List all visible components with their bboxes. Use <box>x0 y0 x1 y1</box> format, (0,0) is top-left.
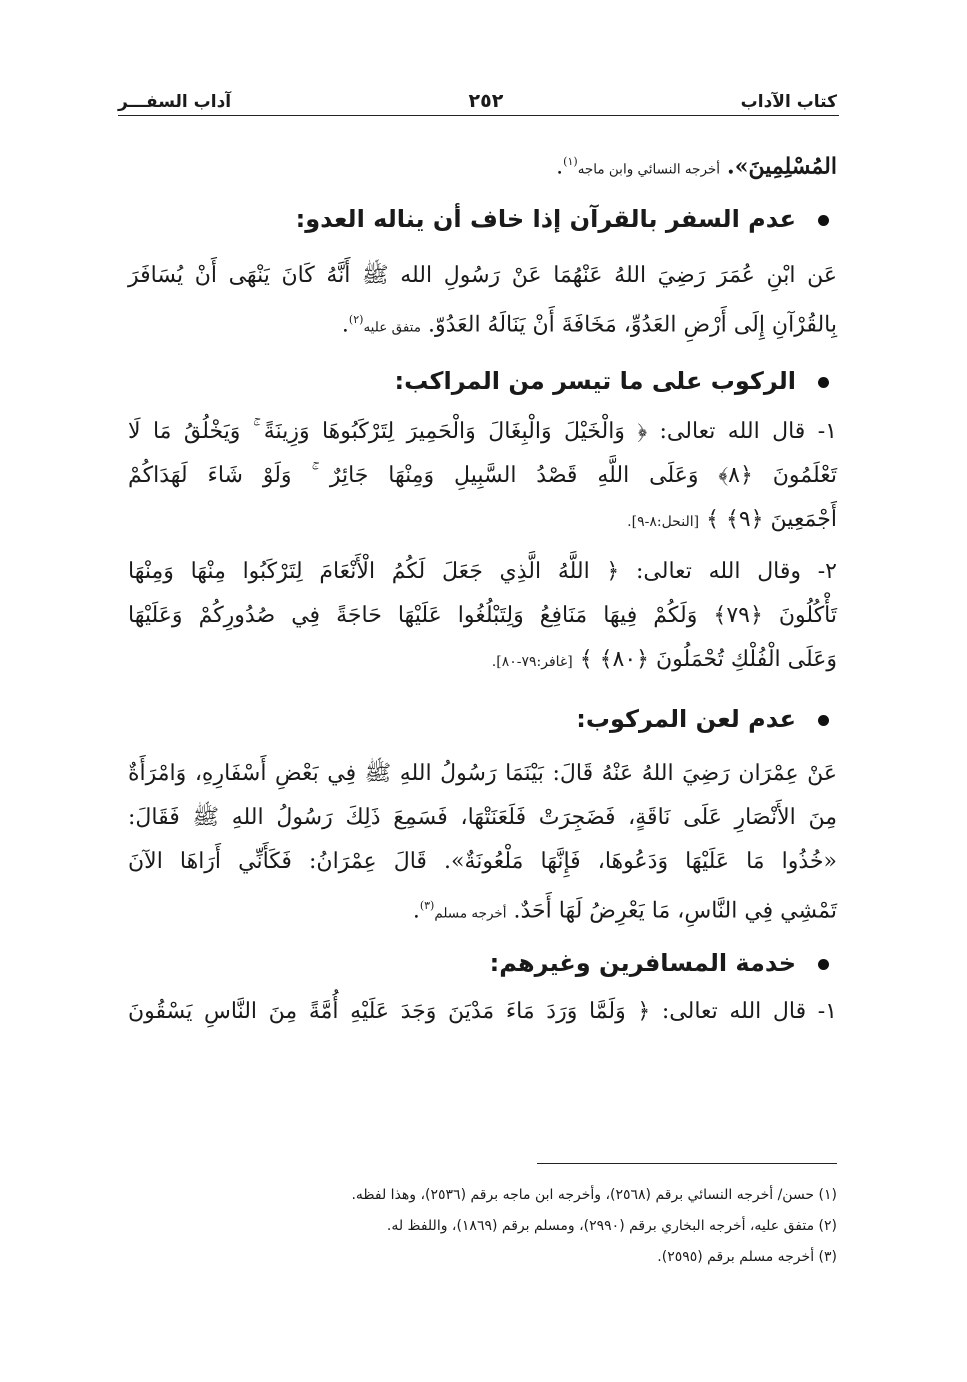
section-heading: خدمة المسافرين وغيرهم: <box>128 938 837 988</box>
main-text <box>128 140 837 1034</box>
page-number: ٢٥٢ <box>468 90 504 112</box>
text-line: مِنَ الأَنْصَارِ عَلَى نَاقَةٍ، فَضَجِرَتْ فَلَعَنَتْهَا، فَسَمِعَ ذَلِكَ رَسُولُ اللهِ ﷺ فَقَالَ: <box>128 805 837 830</box>
footnote: (٣) أخرجه مسلم برقم (٢٥٩٥). <box>657 1249 837 1265</box>
footnote-marker: (١) <box>563 155 578 168</box>
verse-text: وَعَلَى الْفُلْكِ تُحْمَلُونَ ﴿٨٠﴾ ﴾ <box>579 647 837 672</box>
verse-text: أَجْمَعِينَ ﴿٩﴾ ﴾ <box>706 507 837 532</box>
page-header <box>118 82 837 112</box>
section-heading: عدم السفر بالقرآن إذا خاف أن يناله العدو: <box>128 194 837 244</box>
footnotes <box>128 1180 837 1273</box>
text-line: بِالقُرْآنِ إِلَى أَرْضِ العَدُوِّ، مَخَافَةَ أَنْ يَنَالَهُ العَدُوّ. متفق عليه$^{(٢)}$. <box>341 312 837 338</box>
footnote-divider <box>537 1163 837 1164</box>
footnote-marker: (٣) <box>419 899 435 912</box>
footnote-marker: (٢) <box>348 313 364 326</box>
chapter-title: آداب السفـــر <box>118 92 232 112</box>
header-divider <box>118 115 839 116</box>
verse-reference: [النحل:٨-٩]. <box>627 514 700 530</box>
verse-line: ٢- وقال الله تعالى: ﴿ اللَّهُ الَّذِي جَعَلَ لَكُمُ الْأَنْعَامَ لِتَرْكَبُوا مِنْهَا وَمِنْهَا <box>128 559 837 584</box>
bullet-icon <box>818 959 829 970</box>
verse-line: تَعْلَمُونَ ﴿٨﴾ وَعَلَى اللَّهِ قَصْدُ السَّبِيلِ وَمِنْهَا جَائِرٌ ۚ وَلَوْ شَاءَ لَهَدَاكُمْ <box>128 463 837 488</box>
hadith-source: أخرجه النسائي وابن ماجه <box>577 161 721 178</box>
verse-reference: [غافر:٧٩-٨٠]. <box>491 654 573 670</box>
section-heading: الركوب على ما تيسر من المراكب: <box>128 356 837 406</box>
verse-line <box>128 498 837 542</box>
quote-ending: المُسْلِمِينَ». <box>727 153 837 180</box>
verse-line: تَأْكُلُونَ ﴿٧٩﴾ وَلَكُمْ فِيهَا مَنَافِعُ وَلِتَبْلُغُوا عَلَيْهَا حَاجَةً فِي صُدُورِكُمْ وَعَلَيْهَا <box>128 603 837 628</box>
footnote: (٢) متفق عليه، أخرجه البخاري برقم (٢٩٩٠)، ومسلم برقم (١٨٦٩)، واللفظ له. <box>386 1218 837 1234</box>
text-line: تَمْشِي فِي النَّاسِ، مَا يَعْرِضُ لَهَا أَحَدٌ. أخرجه مسلم$^{(٣)}$. <box>412 898 837 924</box>
bullet-icon <box>818 715 829 726</box>
hadith-source: أخرجه مسلم <box>434 905 507 922</box>
text-line: عَن ابْنِ عُمَرَ رَضِيَ اللهُ عَنْهُمَا عَنْ رَسُولِ الله ﷺ أَنَّهُ كَانَ يَنْهَى أَنْ يُسَافَرَ <box>128 263 837 288</box>
hadith-text: تَمْشِي فِي النَّاسِ، مَا يَعْرِضُ لَهَا أَحَدٌ. <box>513 898 837 924</box>
book-title: كتاب الآداب <box>740 92 837 112</box>
verse-line: ١- قال الله تعالى: ﴿ وَالْخَيْلَ وَالْبِغَالَ وَالْحَمِيرَ لِتَرْكَبُوهَا وَزِينَةً ۚ وَيَخْلُقُ مَا لَا <box>128 419 837 444</box>
hadith-source: متفق عليه <box>363 319 421 336</box>
verse-line <box>128 638 837 682</box>
bullet-icon <box>818 215 829 226</box>
text-line: عَنْ عِمْرَان رَضِيَ اللهُ عَنْهُ قَالَ: بَيْنَمَا رَسُولُ اللهِ ﷺ فِي بَعْضِ أَسْفَارِهِ، وَامْرَأَةٌ <box>128 761 837 786</box>
text-line: المُسْلِمِينَ». أخرجه النسائي وابن ماجه$^{(١)}$. <box>556 153 837 180</box>
section-heading: عدم لعن المركوب: <box>128 694 837 744</box>
hadith-text: بِالقُرْآنِ إِلَى أَرْضِ العَدُوِّ، مَخَافَةَ أَنْ يَنَالَهُ العَدُوّ. <box>427 312 837 338</box>
footnote: (١) حسن/ أخرجه النسائي برقم (٢٥٦٨)، وأخرجه ابن ماجه برقم (٢٥٣٦)، وهذا لفظه. <box>351 1187 837 1203</box>
text-line: «خُذُوا مَا عَلَيْهَا وَدَعُوهَا، فَإِنَّهَا مَلْعُونَةٌ». قَالَ عِمْرَانُ: فَكَأَنِّي أَرَاهَا الآنَ <box>128 849 837 874</box>
bullet-icon <box>818 377 829 388</box>
verse-line: ١- قال الله تعالى: ﴿ وَلَمَّا وَرَدَ مَاءَ مَدْيَنَ وَجَدَ عَلَيْهِ أُمَّةً مِنَ النَّاسِ يَسْقُونَ <box>128 999 837 1024</box>
